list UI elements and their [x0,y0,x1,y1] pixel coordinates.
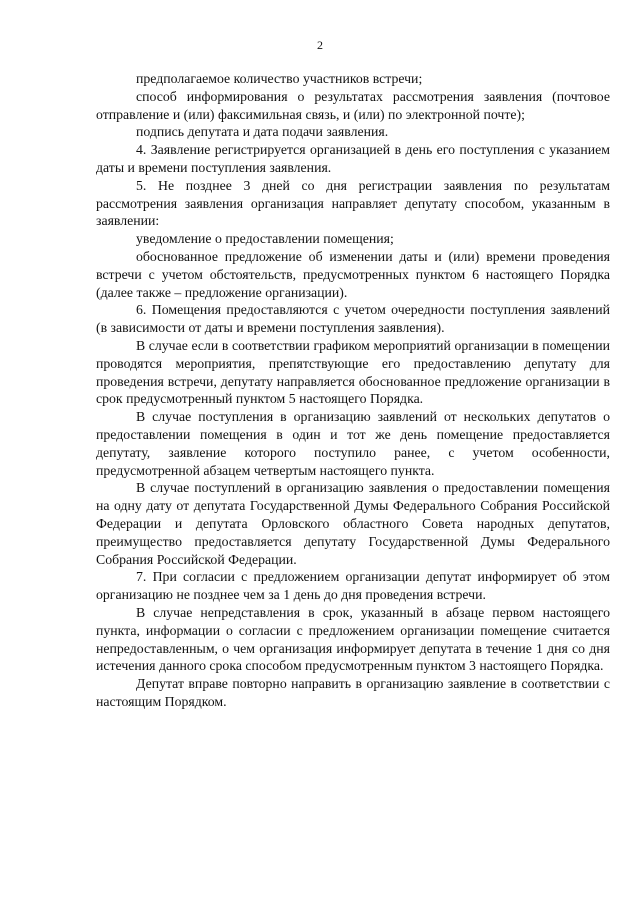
paragraph-resubmission: Депутат вправе повторно направить в организацию заявление в соответствии с настоящим Порядком. [96,676,610,709]
paragraph-signature-date: подпись депутата и дата подачи заявления. [136,124,389,140]
paragraph-multiple-applications: В случае поступления в организацию заявлений от нескольких депутатов о предоставлении помещения в один и тот же день помещение предоставляется депутату, заявление которого поступило ранее, с учетом особенности, предусмотренной абзацем четвертым настоящего пункта. [96,409,610,478]
paragraph-participants-count: предполагаемое количество участников встречи; [136,71,423,86]
paragraph-state-duma-priority: В случае поступлений в организацию заявления о предоставлении помещения на одну дату от депутата Государственной Думы Федерального Собрания Российской Федерации и депутата Орловского областного Совета народных депутатов, преимущество предоставляется депутату Государственной Думы Федерального Собрания Российской Федерации. [96,480,610,567]
page-number: 2 [317,38,323,52]
paragraph-item-7: 7. При согласии с предложением организации депутат информирует об этом организацию не позднее чем за 1 день до дня проведения встречи. [96,569,610,603]
paragraph-item-4: 4. Заявление регистрируется организацией в день его поступления с указанием даты и времени поступления заявления. [96,142,610,175]
paragraph-item-6: 6. Помещения предоставляются с учетом очередности поступления заявлений (в зависимости от даты и времени поступления заявления). [96,302,610,336]
paragraph-notification-method: способ информирования о результатах рассмотрения заявления (почтовое отправление и (или) факсимильная связь, и (или) по электронной почте); [96,88,610,122]
paragraph-premises-notice: уведомление о предоставлении помещения; [136,231,394,247]
paragraph-non-submission: В случае непредставления в срок, указанный в абзаце первом настоящего пункта, информации о согласии с предложением организации помещение считается непредоставленным, о чем организация информирует депутата в течение 1 дня со дня истечения данного срока способом предусмотренным пунктом 3 настоящего Порядка. [96,604,610,674]
document-body [96,70,610,711]
paragraph-item-5: 5. Не позднее 3 дней со дня регистрации заявления по результатам рассмотрения заявления организация направляет депутату способом, указанным в заявлении: [96,177,610,229]
paragraph-schedule-conflict: В случае если в соответствии графиком мероприятий организации в помещении проводятся мероприятия, препятствующие его предоставлению депутату для проведения встречи, депутату направляется обоснованное предложение организации в срок предусмотренный пунктом 5 настоящего Порядка. [96,337,610,407]
paragraph-reasoned-proposal: обоснованное предложение об изменении даты и (или) времени проведения встречи с учетом обстоятельств, предусмотренных пунктом 6 настоящего Порядка (далее также – предложение организации). [96,248,610,300]
